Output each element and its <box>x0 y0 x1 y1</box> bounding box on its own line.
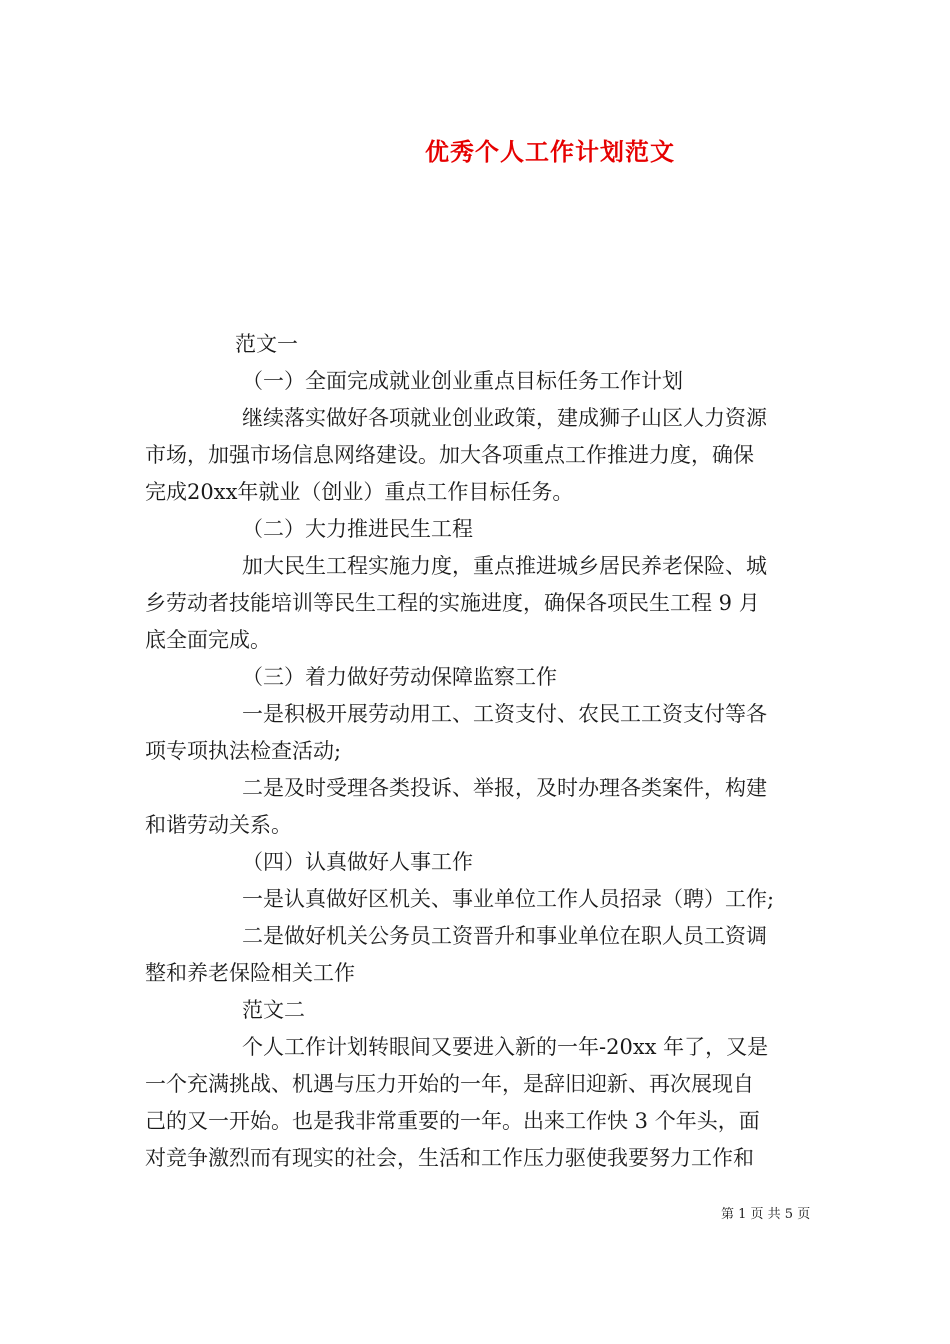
paragraph-line: 乡劳动者技能培训等民生工程的实施进度，确保各项民生工程 9 月 <box>145 591 760 615</box>
paragraph-line: 己的又一开始。也是我非常重要的一年。出来工作快 3 个年头，面 <box>145 1109 760 1133</box>
subsection-heading: （一）全面完成就业创业重点目标任务工作计划 <box>242 369 683 393</box>
document-body <box>145 326 813 1177</box>
paragraph-line: 一是认真做好区机关、事业单位工作人员招录（聘）工作; <box>242 887 775 911</box>
subsection-heading: （二）大力推进民生工程 <box>242 517 473 541</box>
document-title: 优秀个人工作计划范文 <box>425 137 675 166</box>
paragraph-line: 二是及时受理各类投诉、举报，及时办理各类案件，构建 <box>242 776 767 800</box>
paragraph-line: 一个充满挑战、机遇与压力开始的一年，是辞旧迎新、再次展现自 <box>145 1072 754 1096</box>
page-number-footer: 第 1 页 共 5 页 <box>721 1207 811 1222</box>
paragraph-line: 加大民生工程实施力度，重点推进城乡居民养老保险、城 <box>242 554 767 578</box>
paragraph-line: 一是积极开展劳动用工、工资支付、农民工工资支付等各 <box>242 702 767 726</box>
paragraph-line: 二是做好机关公务员工资晋升和事业单位在职人员工资调 <box>242 924 767 948</box>
paragraph-line: 项专项执法检查活动; <box>145 739 342 763</box>
paragraph-line: 对竞争激烈而有现实的社会，生活和工作压力驱使我要努力工作和 <box>145 1146 754 1170</box>
section-heading: 范文一 <box>235 332 298 356</box>
paragraph-line: 完成20xx年就业（创业）重点工作目标任务。 <box>145 480 574 504</box>
subsection-heading: （三）着力做好劳动保障监察工作 <box>242 665 557 689</box>
paragraph-line: 底全面完成。 <box>145 628 271 652</box>
paragraph-line: 个人工作计划转眼间又要进入新的一年-20xx 年了，又是 <box>242 1035 769 1059</box>
paragraph-line: 市场，加强市场信息网络建设。加大各项重点工作推进力度，确保 <box>145 443 754 467</box>
paragraph-line: 整和养老保险相关工作 <box>145 961 355 985</box>
paragraph-line: 继续落实做好各项就业创业政策，建成狮子山区人力资源 <box>242 406 767 430</box>
section-heading: 范文二 <box>242 998 305 1022</box>
paragraph-line: 和谐劳动关系。 <box>145 813 292 837</box>
subsection-heading: （四）认真做好人事工作 <box>242 850 473 874</box>
